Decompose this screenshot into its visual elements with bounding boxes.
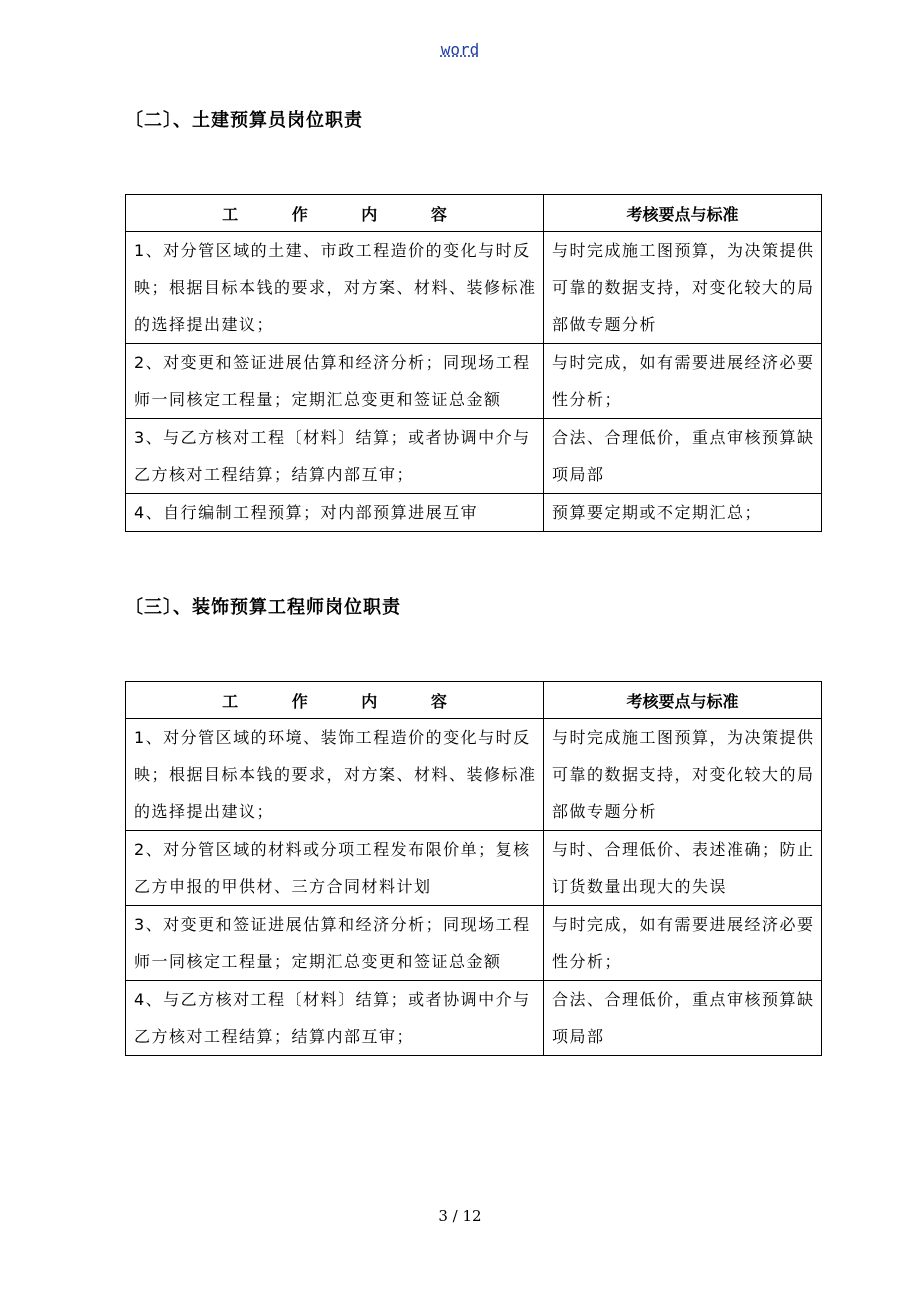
assessment-cell: 与时完成，如有需要进展经济必要性分析； — [544, 906, 822, 981]
table-row — [126, 494, 822, 532]
decoration-budget-duty-table — [125, 681, 822, 1056]
assessment-cell: 与时完成施工图预算，为决策提供可靠的数据支持，对变化较大的局部做专题分析 — [544, 719, 822, 831]
column-header-work-content: 工 作 内 容 — [126, 195, 544, 232]
work-content-cell: 4、自行编制工程预算；对内部预算进展互审 — [126, 494, 544, 532]
work-content-cell: 1、对分管区域的土建、市政工程造价的变化与时反映；根据目标本钱的要求，对方案、材料、装修标准的选择提出建议； — [126, 232, 544, 344]
table-row — [126, 344, 822, 419]
work-content-cell: 3、对变更和签证进展估算和经济分析；同现场工程师一同核定工程量；定期汇总变更和签证总金额 — [126, 906, 544, 981]
column-header-assessment: 考核要点与标准 — [544, 195, 822, 232]
column-header-assessment: 考核要点与标准 — [544, 682, 822, 719]
table-row — [126, 906, 822, 981]
assessment-cell: 合法、合理低价，重点审核预算缺项局部 — [544, 981, 822, 1056]
table-row — [126, 719, 822, 831]
work-content-cell: 3、与乙方核对工程〔材料〕结算；或者协调中介与乙方核对工程结算；结算内部互审； — [126, 419, 544, 494]
header-word-link[interactable]: word — [440, 40, 480, 59]
table-row — [126, 981, 822, 1056]
column-header-work-content: 工 作 内 容 — [126, 682, 544, 719]
assessment-cell: 与时完成，如有需要进展经济必要性分析； — [544, 344, 822, 419]
work-content-cell: 4、与乙方核对工程〔材料〕结算；或者协调中介与乙方核对工程结算；结算内部互审； — [126, 981, 544, 1056]
table-header-row — [126, 195, 822, 232]
work-content-cell: 2、对变更和签证进展估算和经济分析；同现场工程师一同核定工程量；定期汇总变更和签证总金额 — [126, 344, 544, 419]
work-content-cell: 1、对分管区域的环境、装饰工程造价的变化与时反映；根据目标本钱的要求，对方案、材料、装修标准的选择提出建议； — [126, 719, 544, 831]
table-row — [126, 232, 822, 344]
section-title-civil-budget: 〔二〕、土建预算员岗位职责 — [125, 110, 363, 131]
assessment-cell: 与时完成施工图预算，为决策提供可靠的数据支持，对变化较大的局部做专题分析 — [544, 232, 822, 344]
table-header-row — [126, 682, 822, 719]
table-row — [126, 831, 822, 906]
work-content-cell: 2、对分管区域的材料或分项工程发布限价单；复核乙方申报的甲供材、三方合同材料计划 — [126, 831, 544, 906]
section-title-decoration-budget: 〔三〕、装饰预算工程师岗位职责 — [125, 597, 401, 618]
assessment-cell: 与时、合理低价、表述准确；防止订货数量出现大的失误 — [544, 831, 822, 906]
assessment-cell: 合法、合理低价，重点审核预算缺项局部 — [544, 419, 822, 494]
civil-budget-duty-table — [125, 194, 822, 532]
page-number: 3 / 12 — [438, 1207, 482, 1225]
assessment-cell: 预算要定期或不定期汇总； — [544, 494, 822, 532]
table-row — [126, 419, 822, 494]
